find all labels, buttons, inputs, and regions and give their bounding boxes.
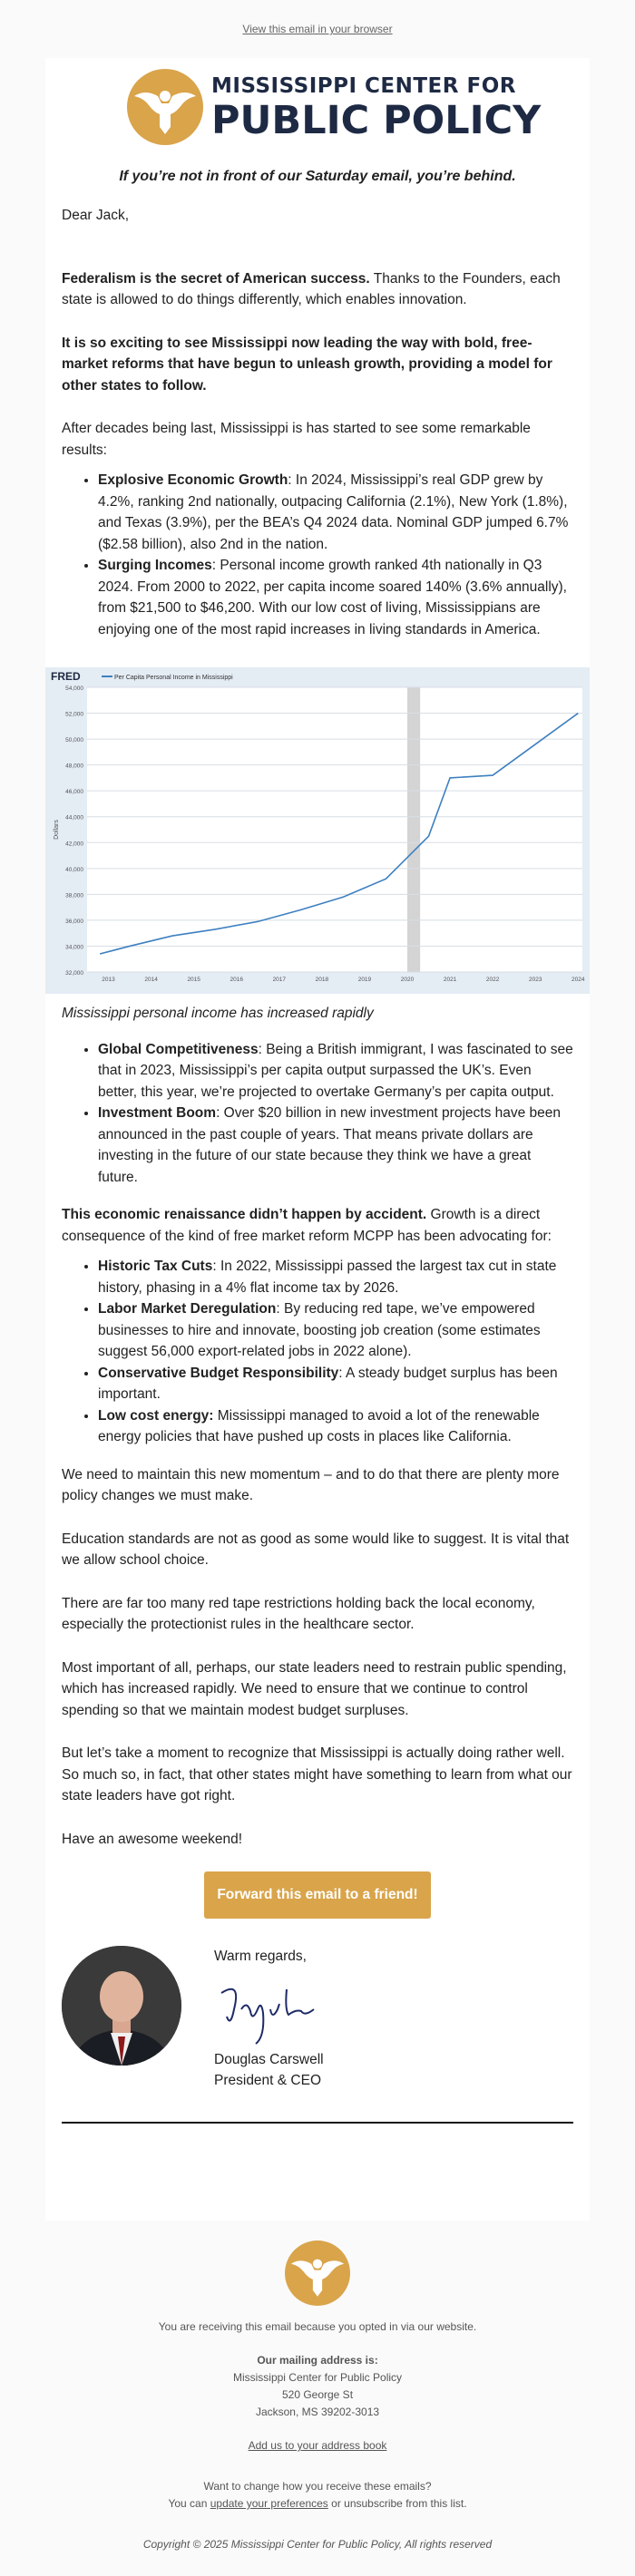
x-tick-label: 2017 <box>272 977 287 983</box>
paragraph-text: Growth is a direct consequence of the kind of free market reform MCPP has been advocating for: <box>62 1207 552 1244</box>
divider <box>62 2122 573 2124</box>
paragraph-text: Thanks to the Founders, each state is allowed to do things differently, which enables innovation. <box>62 270 561 307</box>
footer-address <box>0 2352 635 2421</box>
copyright: Copyright © 2025 Mississippi Center for Public Policy, All rights reserved <box>142 2538 493 2551</box>
signoff: Warm regards, <box>214 1949 307 1964</box>
income-chart <box>45 667 590 994</box>
preferences-block <box>0 2478 635 2513</box>
list-item-title: Conservative Budget Responsibility <box>98 1365 339 1381</box>
portrait-image <box>62 1946 181 2066</box>
y-axis-label: Dollars <box>54 820 60 840</box>
list-item <box>98 1363 573 1405</box>
paragraph-education: Education standards are not as good as some would like to suggest. It is vital that we allow school choice. <box>62 1531 570 1568</box>
list-item-text: : Personal income growth ranked 4th nationally in Q3 2024. From 2000 to 2022, per capita income soared 140% (3.6% annually), from $21,500 to $46,200. With our low cost of living, Mississippians are enjoying one of the most rapid increases in living standards in America. <box>98 558 567 637</box>
list-item-title: Global Competitiveness <box>98 1041 259 1057</box>
results-list <box>62 470 573 640</box>
paragraph-weekend: Have an awesome weekend! <box>62 1831 243 1847</box>
email-body <box>45 205 590 2124</box>
avatar <box>62 1946 181 2066</box>
x-tick-label: 2019 <box>357 977 372 983</box>
y-tick-label: 38,000 <box>65 892 83 899</box>
tagline: If you’re not in front of our Saturday email, you’re behind. <box>119 169 516 184</box>
greeting: Dear Jack, <box>62 208 130 223</box>
bold-lead: Federalism is the secret of American success. <box>62 270 370 287</box>
address-line: Mississippi Center for Public Policy <box>232 2371 403 2384</box>
list-item-text: Mississippi managed to avoid a lot of the renewable energy policies that have pushed up costs in places like California. <box>98 1407 540 1444</box>
chart-title: Per Capita Personal Income in Mississippi <box>114 675 233 681</box>
x-tick-label: 2021 <box>443 977 457 983</box>
x-tick-label: 2015 <box>187 977 200 983</box>
x-tick-label: 2022 <box>485 977 500 983</box>
footer-reason: You are receiving this email because you opted in via our website. <box>158 2320 477 2333</box>
forward-email-button[interactable]: Forward this email to a friend! <box>204 1871 431 1919</box>
fred-logo: FRED <box>51 670 81 683</box>
paragraph-momentum: We need to maintain this new momentum – and to do that there are plenty more policy changes we must make. <box>62 1466 560 1503</box>
email-card <box>45 58 590 2221</box>
address-label: Our mailing address is: <box>257 2354 378 2367</box>
address-book-link[interactable]: Add us to your address book <box>248 2439 387 2452</box>
paragraph-doing-well: But let’s take a moment to recognize that Mississippi is actually doing rather well. So much so, in fact, that other states might have something to learn from what our state leaders have got right. <box>62 1745 572 1803</box>
change-question: Want to change how you receive these emails? <box>203 2480 432 2493</box>
signer-name: Douglas Carswell <box>214 2051 324 2067</box>
bold-paragraph: It is so exciting to see Mississippi now leading the way with bold, free-market reforms that have begun to unleash growth, providing a model for other states to follow. <box>62 335 552 394</box>
list-item-text: : In 2022, Mississippi passed the largest tax cut in state history, phasing in a 4% flat income tax by 2026. <box>98 1259 557 1296</box>
browser-link-bar <box>0 0 635 58</box>
x-tick-label: 2024 <box>572 977 585 983</box>
pref-pre: You can <box>168 2497 210 2510</box>
chart-svg <box>45 667 590 994</box>
signer-title: President & CEO <box>214 2073 322 2088</box>
list-item <box>98 1405 573 1448</box>
y-tick-label: 48,000 <box>65 763 83 770</box>
update-preferences-link[interactable]: update your preferences <box>210 2497 328 2510</box>
y-tick-label: 44,000 <box>65 814 83 821</box>
view-in-browser-link[interactable]: View this email in your browser <box>242 23 393 35</box>
address-book-row <box>0 2437 635 2454</box>
x-tick-label: 2014 <box>144 977 158 983</box>
x-tick-label: 2023 <box>528 977 542 983</box>
list-item-text: : In 2024, Mississippi’s real GDP grew by 4.2%, ranking 2nd nationally, outpacing California (2.1%), New York (1.8%), and Texas (3.9%), per the BEA’s Q4 2024 data. Nominal GDP jumped 6.7% ($2.58 billion), also 2nd in the nation. <box>98 472 569 552</box>
list-item-text: : A steady budget surplus has been important. <box>98 1365 558 1402</box>
eagle-logo-icon <box>285 2241 350 2306</box>
org-name-line1: MISSISSIPPI CENTER FOR <box>211 74 516 98</box>
list-item-text: : By reducing red tape, we’ve empowered businesses to hire and innovate, boosting job creation (some estimates suggest 56,000 export-related jobs in 2022 alone). <box>98 1301 541 1359</box>
list-item <box>98 555 573 640</box>
y-tick-label: 46,000 <box>65 789 83 796</box>
list-item-text: : Being a British immigrant, I was fascinated to see that in 2023, Mississippi’s per capita output surpassed the UK’s. Even better, this year, we’re projected to overtake Germany’s per capita output. <box>98 1041 573 1100</box>
y-tick-label: 32,000 <box>65 970 83 977</box>
y-tick-label: 54,000 <box>65 685 83 692</box>
list-item-title: Surging Incomes <box>98 558 212 573</box>
list-item <box>98 1298 573 1363</box>
plot-area <box>87 687 582 972</box>
list-item <box>98 1039 573 1103</box>
y-tick-label: 34,000 <box>65 944 83 951</box>
paragraph-federalism <box>62 268 573 311</box>
y-tick-label: 40,000 <box>65 866 83 873</box>
reforms-list <box>62 1256 573 1448</box>
competitiveness-list <box>62 1039 573 1189</box>
y-tick-label: 42,000 <box>65 841 83 848</box>
list-item-title: Explosive Economic Growth <box>98 472 288 488</box>
x-tick-label: 2018 <box>315 977 329 983</box>
address-line: 520 George St <box>281 2388 354 2401</box>
paragraph-leading <box>62 333 573 397</box>
address-line: Jackson, MS 39202-3013 <box>255 2406 380 2418</box>
paragraph-red-tape: There are far too many red tape restrictions holding back the local economy, especially the protectionist rules in the healthcare sector. <box>62 1595 535 1632</box>
y-tick-label: 50,000 <box>65 737 83 744</box>
list-item <box>98 1103 573 1188</box>
paragraph-renaissance <box>62 1204 573 1247</box>
y-tick-label: 36,000 <box>65 918 83 925</box>
list-item <box>98 470 573 555</box>
signature-text <box>214 1946 332 2092</box>
header-logo <box>45 58 590 158</box>
footer <box>0 2221 635 2553</box>
recession-band <box>407 687 420 972</box>
signature-block <box>62 1946 573 2100</box>
x-tick-label: 2020 <box>400 977 415 983</box>
list-item-title: Labor Market Deregulation <box>98 1301 277 1317</box>
list-item-title: Historic Tax Cuts <box>98 1259 213 1274</box>
list-item <box>98 1256 573 1298</box>
list-item-text: : Over $20 billion in new investment projects have been announced in the past couple of years. That means private dollars are investing in the future of our state because they think we have a great future. <box>98 1105 562 1185</box>
x-tick-label: 2016 <box>230 977 243 983</box>
chart-caption: Mississippi personal income has increased rapidly <box>62 1006 374 1021</box>
list-item-title: Investment Boom <box>98 1105 217 1121</box>
bold-lead: This economic renaissance didn’t happen by accident. <box>62 1207 427 1222</box>
list-item-title: Low cost energy: <box>98 1407 214 1424</box>
pref-post: or unsubscribe from this list. <box>327 2497 467 2510</box>
org-name-line2: PUBLIC POLICY <box>211 98 542 143</box>
paragraph-results: After decades being last, Mississippi is has started to see some remarkable results: <box>62 421 531 458</box>
eagle-logo-icon <box>127 69 203 145</box>
paragraph-spending: Most important of all, perhaps, our state leaders need to restrain public spending, which has increased rapidly. We need to ensure that we continue to control spending so that we maintain modest budget surpluses. <box>62 1659 567 1718</box>
y-tick-label: 52,000 <box>65 711 83 718</box>
signature-icon <box>214 1973 332 2049</box>
x-tick-label: 2013 <box>102 977 115 983</box>
handwritten-signature <box>214 1973 332 2049</box>
